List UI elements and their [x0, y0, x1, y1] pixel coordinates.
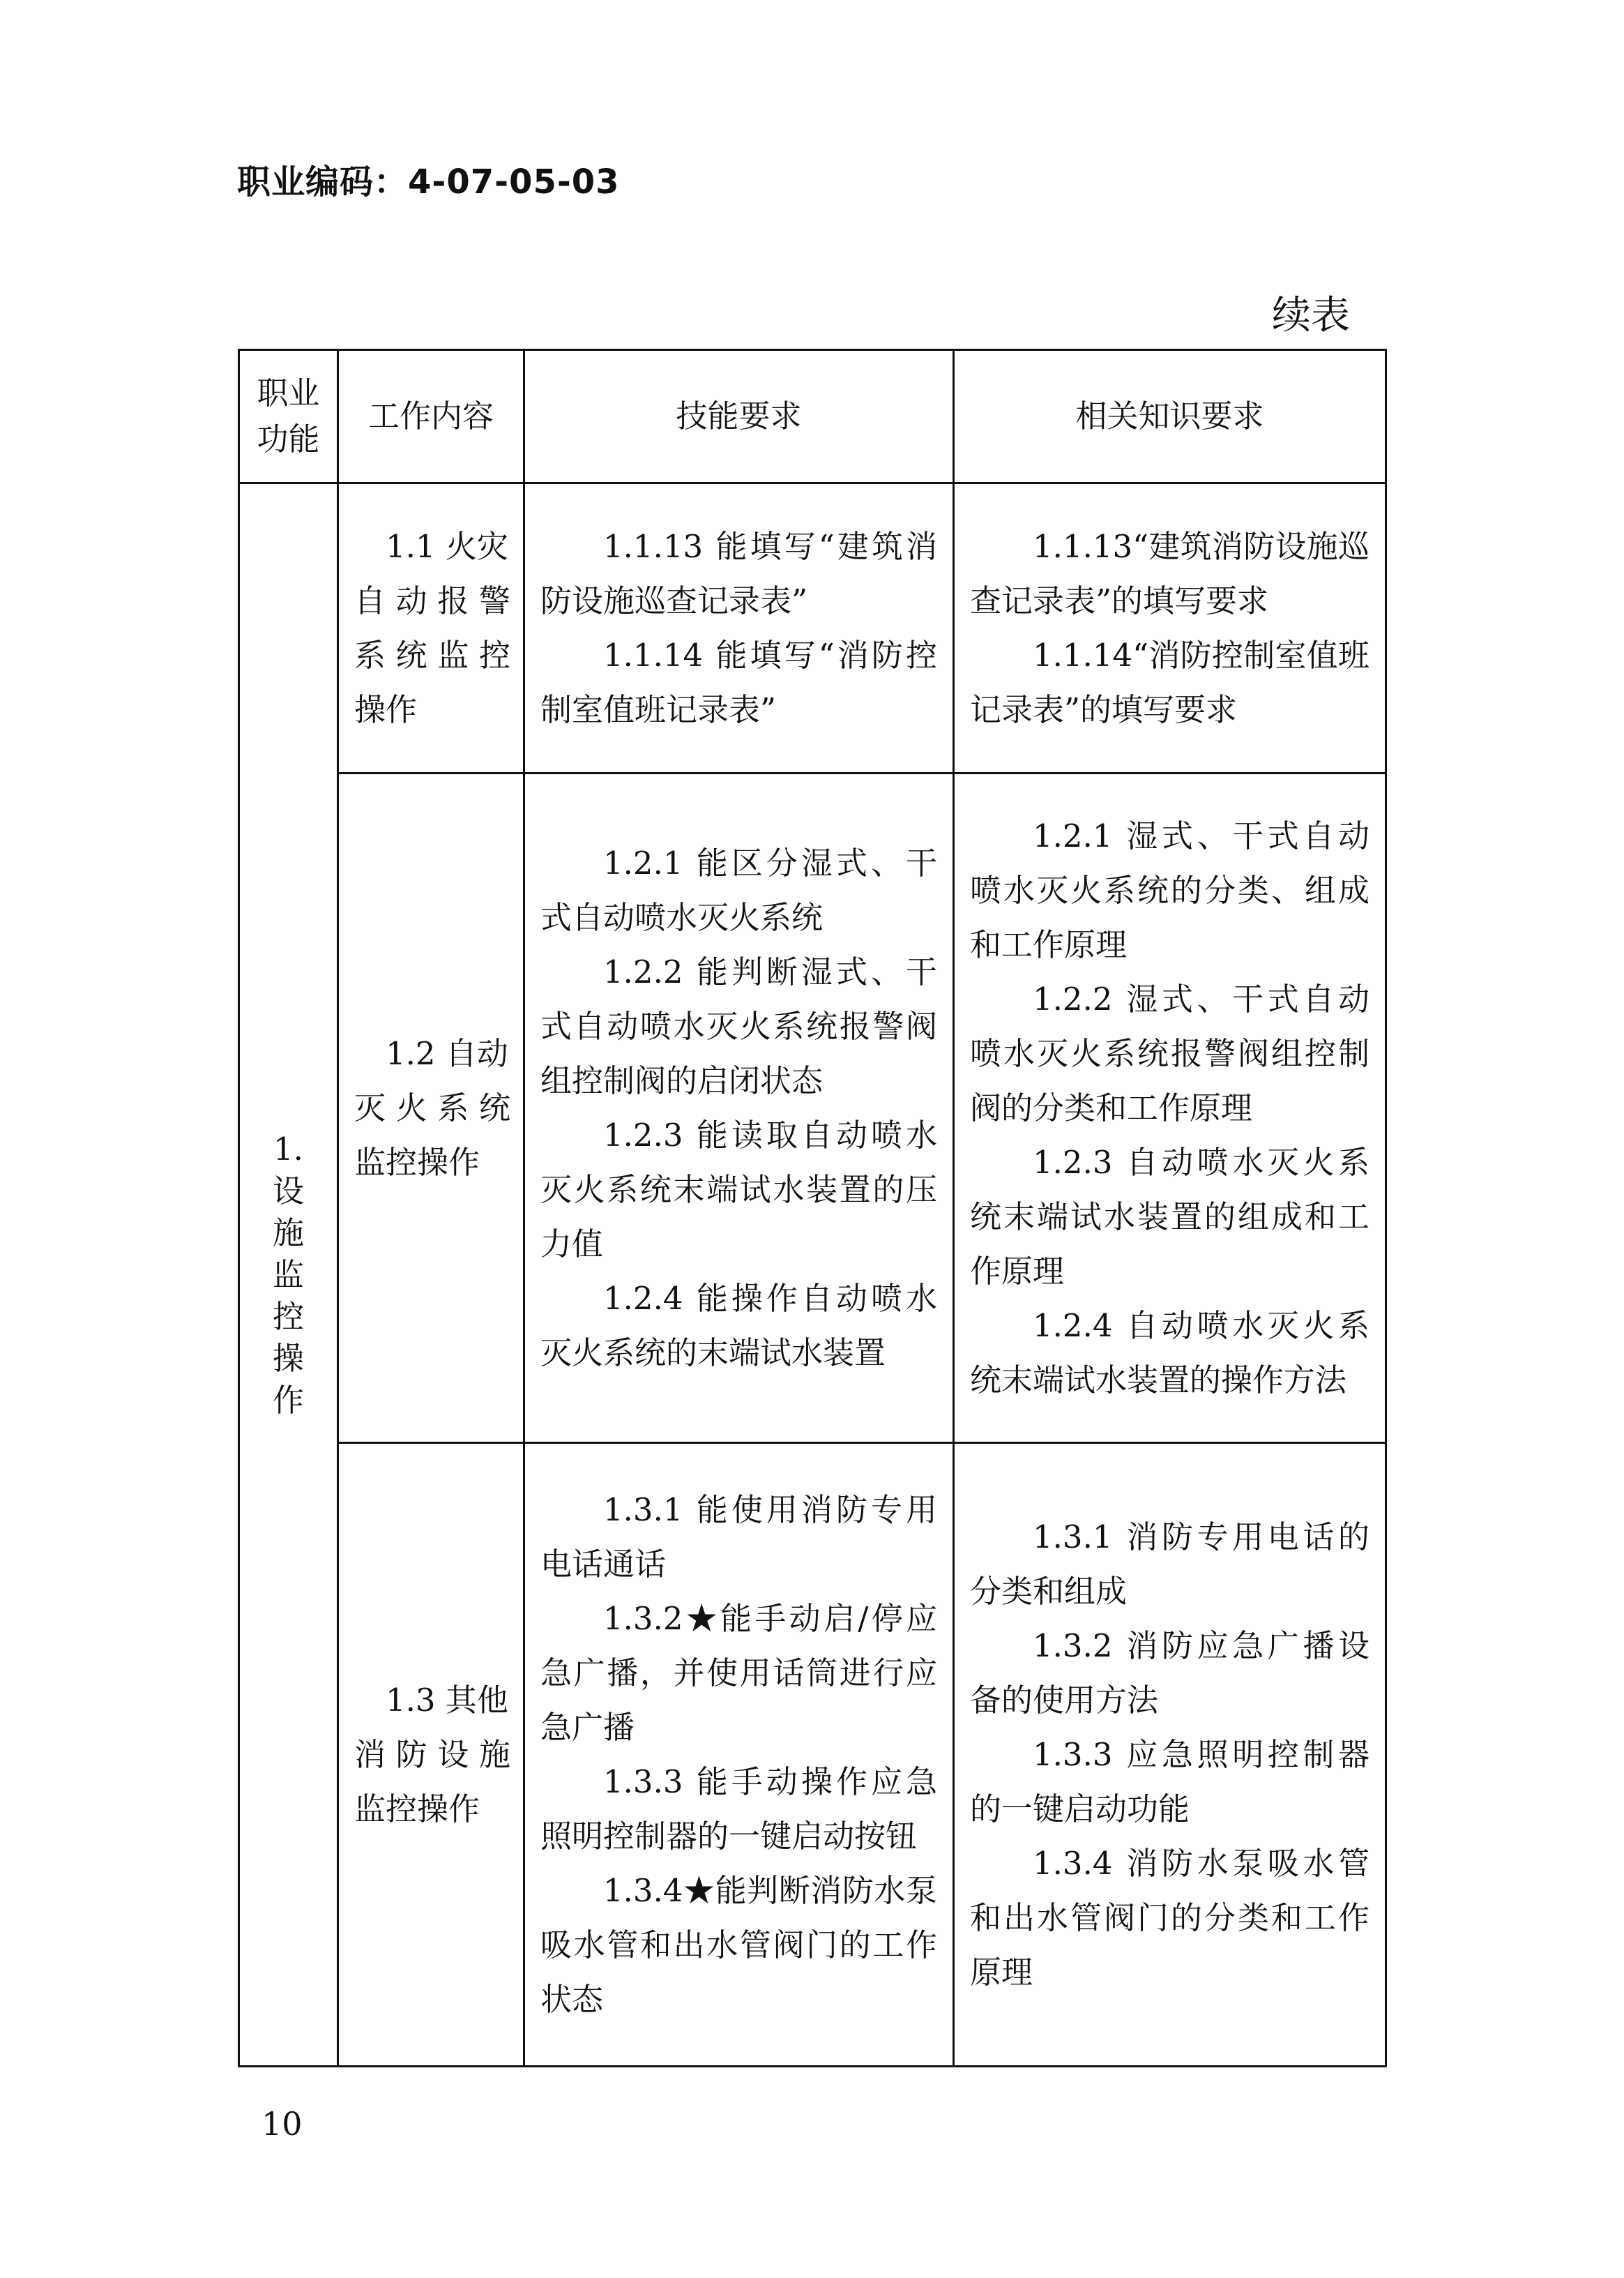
function-char: 控	[272, 1297, 304, 1335]
knowledge-item: 1.1.14“消防控制室值班记录表”的填写要求	[970, 636, 1369, 728]
knowledge-item: 1.2.3 自动喷水灭火系统末端试水装置的组成和工作原理	[970, 1143, 1369, 1290]
work-content-line: 消 防 设 施	[354, 1735, 510, 1773]
knowledge-item: 1.3.2 消防应急广播设备的使用方法	[970, 1627, 1369, 1719]
function-char: 设	[272, 1172, 304, 1209]
function-char: 1.	[273, 1130, 303, 1168]
function-char: 施	[272, 1214, 304, 1251]
skill-item: 1.2.2 能判断湿式、干式自动喷水灭火系统报警阀组控制阀的启闭状态	[540, 953, 937, 1099]
function-char: 监	[272, 1255, 304, 1293]
skill-item: 1.1.13 能填写“建筑消防设施巡查记录表”	[540, 527, 937, 619]
header-function: 职业 功能	[239, 350, 338, 483]
work-content-line: 灭 火 系 统	[354, 1089, 510, 1126]
knowledge-item: 1.2.2 湿式、干式自动喷水灭火系统报警阀组控制阀的分类和工作原理	[970, 980, 1369, 1126]
work-content-line: 1.3 其他	[386, 1681, 508, 1719]
work-content-cell	[338, 483, 524, 774]
knowledge-item: 1.3.1 消防专用电话的分类和组成	[970, 1518, 1369, 1610]
work-content-line: 1.2 自动	[386, 1034, 508, 1072]
function-char: 作	[272, 1381, 304, 1419]
skills-table	[238, 349, 1387, 2067]
header-skill-requirements: 技能要求	[524, 350, 954, 483]
knowledge-cell	[954, 483, 1386, 774]
knowledge-item: 1.1.13“建筑消防设施巡查记录表”的填写要求	[970, 527, 1369, 619]
header-knowledge-requirements: 相关知识要求	[954, 350, 1386, 483]
table-header-row	[239, 350, 1386, 483]
table-row	[239, 774, 1386, 1443]
work-content-line: 1.1 火灾	[386, 527, 508, 565]
knowledge-item: 1.2.4 自动喷水灭火系统末端试水装置的操作方法	[970, 1306, 1369, 1398]
page-number: 10	[261, 2105, 303, 2143]
work-content-cell	[338, 1443, 524, 2067]
work-content-line: 系 统 监 控	[354, 636, 510, 674]
work-content-line: 操作	[354, 691, 418, 728]
skill-item: 1.2.1 能区分湿式、干式自动喷水灭火系统	[540, 844, 937, 936]
skills-cell	[524, 774, 954, 1443]
skill-item: 1.1.14 能填写“消防控制室值班记录表”	[540, 636, 937, 728]
skill-item: 1.3.2★能手动启/停应急广播，并使用话筒进行应急广播	[540, 1599, 937, 1746]
work-content-line: 监控操作	[354, 1790, 480, 1827]
function-cell	[239, 483, 338, 2067]
skills-cell	[524, 1443, 954, 2067]
skill-item: 1.3.1 能使用消防专用电话通话	[540, 1491, 937, 1583]
continued-label: 续表	[1272, 293, 1350, 338]
table-row	[239, 1443, 1386, 2067]
skill-item: 1.3.3 能手动操作应急照明控制器的一键启动按钮	[540, 1763, 937, 1855]
knowledge-item: 1.3.3 应急照明控制器的一键启动功能	[970, 1735, 1369, 1827]
knowledge-item: 1.2.1 湿式、干式自动喷水灭火系统的分类、组成和工作原理	[970, 817, 1369, 963]
knowledge-cell	[954, 1443, 1386, 2067]
function-char: 操	[272, 1339, 304, 1377]
work-content-cell	[338, 774, 524, 1443]
knowledge-cell	[954, 774, 1386, 1443]
header-work-content: 工作内容	[338, 350, 524, 483]
skill-item: 1.2.4 能操作自动喷水灭火系统的末端试水装置	[540, 1279, 937, 1371]
skills-cell	[524, 483, 954, 774]
table-row	[239, 483, 1386, 774]
work-content-line: 监控操作	[354, 1143, 480, 1181]
knowledge-item: 1.3.4 消防水泵吸水管和出水管阀门的分类和工作原理	[970, 1844, 1369, 1991]
work-content-line: 自 动 报 警	[354, 582, 510, 619]
skill-item: 1.2.3 能读取自动喷水灭火系统末端试水装置的压力值	[540, 1116, 937, 1262]
occupation-code: 职业编码：4-07-05-03	[237, 163, 620, 202]
skill-item: 1.3.4★能判断消防水泵吸水管和出水管阀门的工作状态	[540, 1871, 937, 2018]
